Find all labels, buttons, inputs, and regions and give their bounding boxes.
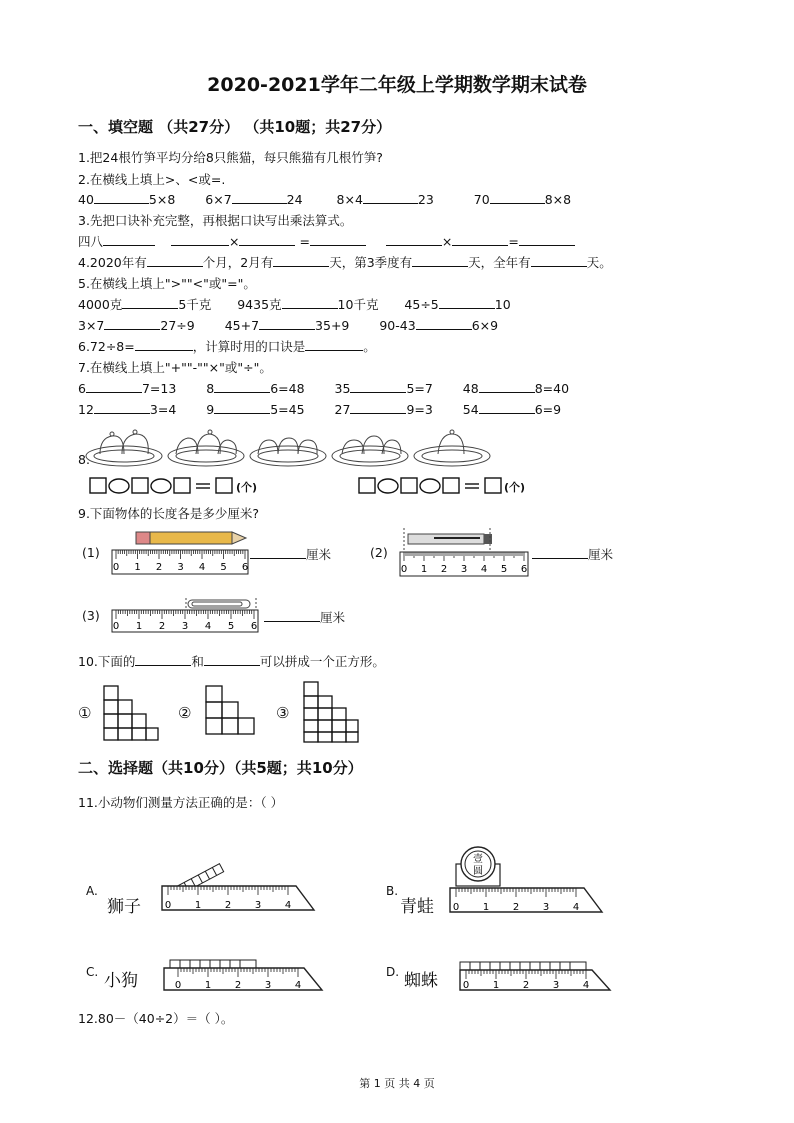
q3-blank-7[interactable] (519, 232, 575, 246)
question-4 (78, 253, 612, 271)
q2-blank-1[interactable] (94, 190, 149, 204)
q5-c-right: 10 (494, 297, 511, 312)
option-d-letter[interactable]: D. (386, 965, 400, 979)
ruler-tick-label: 4 (480, 564, 488, 575)
plate-1 (86, 430, 162, 466)
q7-row-2 (78, 400, 561, 417)
q4-blank-2[interactable] (273, 253, 329, 267)
ruler-tick-label: 0 (400, 564, 408, 575)
q9-unit-3: 厘米 (320, 610, 346, 625)
q7-2b: 6=48 (270, 381, 305, 396)
q8-box (216, 478, 232, 493)
ruler-tick-label: 3 (542, 902, 550, 913)
q8-box (90, 478, 106, 493)
page-title: 2020-2021学年二年级上学期数学期末试卷 (207, 74, 587, 96)
ruler-tick-label: 1 (492, 980, 500, 991)
section-2-heading: 二、选择题（共10分）（共5题；共10分） (78, 759, 363, 777)
q9-answer-2 (532, 545, 613, 563)
section-1-heading: 一、填空题 （共27分） （共10题；共27分） (78, 118, 392, 136)
ruler-paperclip (110, 596, 262, 634)
q3-blank-3[interactable] (239, 232, 295, 246)
option-c-ruler (146, 956, 326, 992)
option-a-letter[interactable]: A. (86, 884, 98, 898)
q3-blank-2[interactable] (171, 232, 229, 246)
q2-left-3: 8×4 (336, 192, 363, 207)
q2-right-2: 24 (286, 192, 303, 207)
q7-8b: 6=9 (534, 402, 562, 417)
q5-e-right: 35+9 (315, 318, 350, 333)
ruler-tick-label: 3 (181, 621, 189, 632)
q8-oval (151, 479, 171, 493)
q10-blank-2[interactable] (204, 652, 260, 666)
q9-label-1: (1) (82, 545, 100, 560)
ruler-tick-label: 0 (112, 562, 120, 573)
q7-blank-6[interactable] (214, 400, 270, 414)
pencil-icon (136, 532, 246, 544)
ruler-tick-label: 1 (194, 900, 202, 911)
ruler-tick-label: 4 (582, 980, 590, 991)
coin-icon (456, 847, 500, 886)
q2-blank-4[interactable] (490, 190, 545, 204)
q2-right-4: 8×8 (544, 192, 572, 207)
q5-f-left: 90-43 (379, 318, 416, 333)
q5-c-left: 45÷5 (404, 297, 439, 312)
q5-d-left: 3×7 (78, 318, 105, 333)
q3-times-2: × (441, 234, 453, 249)
q7-7b: 9=3 (406, 402, 433, 417)
ruler-tick-label: 2 (158, 621, 166, 632)
question-11: 11.小动物们测量方法正确的是：（ ） (78, 795, 284, 810)
question-8: 8. (78, 452, 90, 467)
q6-text-1: 6.72÷8= (78, 339, 135, 354)
question-7: 7.在横线上填上"+""-""×"或"÷"。 (78, 360, 272, 375)
q10-label-2: ② (178, 704, 192, 722)
q8-box (443, 478, 459, 493)
q5-d-right: 27÷9 (160, 318, 195, 333)
q7-blank-3[interactable] (350, 379, 406, 393)
ruler-tick-label: 2 (234, 980, 242, 991)
ruler-tick-label: 1 (204, 980, 212, 991)
page-footer: 第 1 页 共 4 页 (359, 1077, 435, 1090)
q7-row-1 (78, 379, 569, 396)
q3-start: 四八 (78, 234, 104, 249)
q3-blank-6[interactable] (452, 232, 508, 246)
q5-blank-4[interactable] (104, 316, 160, 330)
q5-row-2 (78, 316, 498, 333)
q8-oval (420, 479, 440, 493)
q9-blank-3[interactable] (264, 608, 320, 622)
q3-blank-5[interactable] (386, 232, 442, 246)
q10-label-1: ① (78, 704, 92, 722)
q2-left-1: 40 (78, 192, 94, 207)
q9-unit-2: 厘米 (588, 547, 614, 562)
q10-text-2: 和 (191, 654, 204, 669)
ruler-tick-label: 3 (460, 564, 468, 575)
q6-blank-1[interactable] (135, 337, 193, 351)
q5-e-left: 45+7 (224, 318, 260, 333)
ruler-body (162, 886, 314, 910)
q7-3a: 35 (334, 381, 351, 396)
q5-blank-2[interactable] (282, 295, 338, 309)
q10-blank-1[interactable] (135, 652, 191, 666)
plate-5 (414, 430, 490, 466)
ruler-tick-label: 0 (164, 900, 172, 911)
q8-unit-left: (个) (236, 481, 258, 494)
ruler-tick-label: 1 (482, 902, 490, 913)
q10-text-3: 可以拼成一个正方形。 (259, 654, 385, 669)
shape-1 (100, 682, 162, 742)
coin-text-2: 圆 (473, 866, 483, 877)
coin-text-1: 壹 (473, 854, 483, 865)
q2-left-2: 6×7 (205, 192, 232, 207)
q4-text-3: 天，第3季度有 (329, 255, 413, 270)
q5-b-left: 9435克 (237, 297, 282, 312)
q7-5a: 12 (78, 402, 94, 417)
q5-blank-3[interactable] (439, 295, 495, 309)
q4-text-4: 天，全年有 (468, 255, 531, 270)
option-b-letter[interactable]: B. (386, 884, 399, 898)
ruler-tick-label: 3 (552, 980, 560, 991)
q8-equation-right (357, 476, 557, 496)
ruler-pencil (110, 528, 252, 578)
option-c-animal: 小狗 (104, 971, 138, 991)
question-3: 3.先把口诀补充完整，再根据口诀写出乘法算式。 (78, 213, 353, 228)
ruler-tick-label: 2 (512, 902, 520, 913)
q10-text-1: 10.下面的 (78, 654, 136, 669)
bun-plates-illustration (84, 420, 504, 470)
q2-row (78, 190, 571, 207)
ruler-tick-label: 6 (250, 621, 258, 632)
ruler-tick-label: 6 (241, 562, 249, 573)
q4-blank-3[interactable] (412, 253, 468, 267)
q8-equation-left (88, 476, 288, 496)
q5-b-right: 10千克 (337, 297, 379, 312)
ruler-tick-label: 0 (174, 980, 182, 991)
q3-equals-1: = (299, 234, 310, 249)
option-b-animal: 青蛙 (400, 897, 434, 917)
ruler-tick-label: 2 (440, 564, 448, 575)
q4-text-2: 个月，2月有 (202, 255, 274, 270)
question-2: 2.在横线上填上>、<或=. (78, 172, 226, 187)
q7-4b: 8=40 (534, 381, 570, 396)
q7-1b: 7=13 (141, 381, 177, 396)
q8-box (174, 478, 190, 493)
option-a-animal: 狮子 (107, 897, 141, 917)
option-b-ruler (446, 842, 606, 914)
ruler-tick-label: 1 (420, 564, 428, 575)
q5-f-right: 6×9 (471, 318, 499, 333)
ruler-tick-label: 1 (134, 562, 141, 573)
ruler-tick-label: 4 (284, 900, 292, 911)
q4-text-1: 4.2020年有 (78, 255, 147, 270)
pen-icon (408, 534, 492, 544)
q7-4a: 48 (462, 381, 479, 396)
ruler-tick-label: 0 (462, 980, 470, 991)
q9-label-2: (2) (370, 545, 388, 560)
option-a-ruler (158, 856, 318, 912)
ruler-tick-label: 0 (112, 621, 120, 632)
q4-blank-4[interactable] (531, 253, 587, 267)
q4-text-5: 天。 (586, 255, 612, 270)
q8-oval (109, 479, 129, 493)
ruler-tick-label: 5 (500, 564, 508, 575)
q5-blank-6[interactable] (416, 316, 472, 330)
q2-right-3: 23 (417, 192, 434, 207)
q9-blank-1[interactable] (250, 545, 306, 559)
paperclip-icon (188, 600, 250, 608)
q8-box (359, 478, 375, 493)
q3-equals-2: = (508, 234, 519, 249)
q7-3b: 5=7 (406, 381, 433, 396)
q2-right-1: 5×8 (148, 192, 176, 207)
ruler-tick-label: 4 (294, 980, 302, 991)
question-12: 12.80－（40÷2）＝（ ）。 (78, 1011, 234, 1026)
q7-5b: 3=4 (149, 402, 177, 417)
ruler-tick-label: 2 (155, 562, 163, 573)
plate-2 (168, 430, 244, 466)
q7-blank-8[interactable] (479, 400, 535, 414)
q7-blank-4[interactable] (479, 379, 535, 393)
q7-blank-5[interactable] (94, 400, 150, 414)
question-9: 9.下面物体的长度各是多少厘米? (78, 506, 260, 521)
option-d-animal: 蜘蛛 (404, 971, 438, 991)
q2-left-4: 70 (473, 192, 490, 207)
option-c-letter[interactable]: C. (86, 965, 99, 979)
plate-4 (332, 436, 408, 466)
q7-7a: 27 (334, 402, 351, 417)
q9-label-3: (3) (82, 608, 100, 623)
q9-unit-1: 厘米 (306, 547, 332, 562)
ruler-tick-label: 3 (264, 980, 272, 991)
q5-a-right: 5千克 (178, 297, 212, 312)
q9-blank-2[interactable] (532, 545, 588, 559)
q4-blank-1[interactable] (147, 253, 203, 267)
q7-blank-1[interactable] (86, 379, 142, 393)
q5-blank-1[interactable] (122, 295, 178, 309)
shape-3 (300, 678, 362, 744)
q7-6a: 9 (206, 402, 215, 417)
q6-text-2: ，计算时用的口诀是 (192, 339, 306, 354)
q2-blank-3[interactable] (363, 190, 418, 204)
ruler-tick-label: 5 (220, 562, 227, 573)
ruler-body (450, 888, 602, 912)
ruler-tick-label: 6 (520, 564, 528, 575)
q6-text-3: 。 (363, 339, 376, 354)
ruler-tick-label: 3 (254, 900, 262, 911)
ruler-tick-label: 4 (572, 902, 580, 913)
q9-answer-3 (264, 608, 345, 626)
q8-oval (378, 479, 398, 493)
q3-row (78, 232, 575, 250)
q5-row-1 (78, 295, 511, 313)
q8-unit-right: (个) (504, 481, 526, 494)
ruler-pen (398, 524, 532, 580)
q6-blank-2[interactable] (305, 337, 363, 351)
ruler-tick-label: 4 (204, 621, 212, 632)
q8-box (132, 478, 148, 493)
plate-3 (250, 438, 326, 466)
ruler-tick-label: 5 (227, 621, 235, 632)
ruler-tick-label: 0 (452, 902, 460, 913)
q3-blank-4[interactable] (310, 232, 366, 246)
shape-2 (202, 682, 258, 738)
q7-6b: 5=45 (270, 402, 305, 417)
q2-blank-2[interactable] (232, 190, 287, 204)
question-6 (78, 337, 376, 355)
option-d-ruler (456, 958, 616, 992)
q9-answer-1 (250, 545, 331, 563)
ruler-tick-label: 4 (198, 562, 206, 573)
question-10 (78, 652, 385, 670)
q10-label-3: ③ (276, 704, 290, 722)
ruler-tick-label: 3 (177, 562, 184, 573)
question-5: 5.在横线上填上">""<"或"="。 (78, 276, 256, 291)
q5-blank-5[interactable] (259, 316, 315, 330)
ruler-tick-label: 1 (135, 621, 143, 632)
q3-blank-1[interactable] (103, 232, 155, 246)
q7-blank-2[interactable] (214, 379, 270, 393)
ruler-tick-label: 2 (522, 980, 530, 991)
question-1: 1.把24根竹笋平均分给8只熊猫，每只熊猫有几根竹笋? (78, 150, 383, 165)
q7-8a: 54 (462, 402, 479, 417)
q7-2a: 8 (206, 381, 215, 396)
q5-a-left: 4000克 (78, 297, 123, 312)
q8-box (485, 478, 501, 493)
q7-blank-7[interactable] (350, 400, 406, 414)
ruler-tick-label: 2 (224, 900, 232, 911)
q8-box (401, 478, 417, 493)
q7-1a: 6 (78, 381, 86, 396)
q3-times-1: × (228, 234, 240, 249)
